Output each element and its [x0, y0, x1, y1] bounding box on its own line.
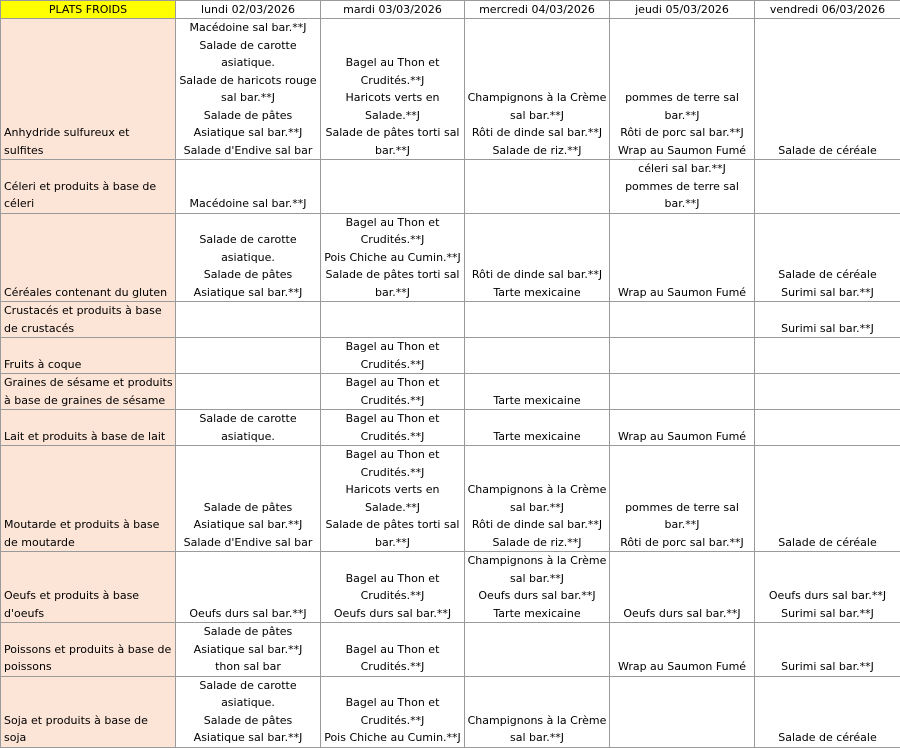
dish-line: Surimi sal bar.**J — [757, 658, 898, 676]
dish-line: Oeufs durs sal bar.**J — [612, 605, 752, 623]
allergen-row — [1, 374, 900, 410]
allergen-label-line: Fruits à coque — [4, 356, 173, 374]
day-header: jeudi 05/03/2026 — [610, 1, 755, 19]
dish-line: sal bar.**J — [467, 570, 607, 588]
dish-cell — [755, 374, 900, 410]
dish-cell — [176, 676, 321, 747]
dish-line: Salade de pâtes — [178, 107, 318, 125]
allergen-cell — [1, 410, 176, 446]
allergen-row — [1, 213, 900, 302]
dish-cell — [465, 160, 610, 214]
header-row — [1, 1, 900, 19]
dish-cell — [465, 213, 610, 302]
dish-cell — [755, 160, 900, 214]
dish-cell — [176, 410, 321, 446]
dish-line: Surimi sal bar.**J — [757, 605, 898, 623]
dish-line: Salade de riz.**J — [467, 534, 607, 552]
table-body — [1, 19, 900, 748]
dish-line: Tarte mexicaine — [467, 428, 607, 446]
allergen-label-line: Soja et produits à base de — [4, 712, 173, 730]
dish-cell — [465, 338, 610, 374]
allergen-row — [1, 623, 900, 677]
allergen-row — [1, 302, 900, 338]
dish-cell — [610, 302, 755, 338]
dish-line: Salade de pâtes — [178, 712, 318, 730]
day-header: mardi 03/03/2026 — [321, 1, 465, 19]
allergen-cell — [1, 623, 176, 677]
dish-line: Surimi sal bar.**J — [757, 320, 898, 338]
dish-cell — [321, 213, 465, 302]
dish-line: Crudités.**J — [323, 392, 462, 410]
dish-line: Salade de carotte — [178, 37, 318, 55]
dish-cell — [755, 302, 900, 338]
dish-cell — [321, 160, 465, 214]
allergen-cell — [1, 19, 176, 160]
dish-cell — [755, 338, 900, 374]
allergen-cell — [1, 676, 176, 747]
dish-cell — [321, 410, 465, 446]
dish-line: Salade de pâtes — [178, 266, 318, 284]
allergen-label-line: Graines de sésame et produits — [4, 374, 173, 392]
allergen-label-line: d'oeufs — [4, 605, 173, 623]
dish-line: Bagel au Thon et — [323, 641, 462, 659]
dish-cell — [321, 338, 465, 374]
dish-line: Salade de carotte — [178, 410, 318, 428]
dish-line: Tarte mexicaine — [467, 284, 607, 302]
dish-line: Asiatique sal bar.**J — [178, 641, 318, 659]
dish-line: Rôti de dinde sal bar.**J — [467, 124, 607, 142]
dish-cell — [176, 19, 321, 160]
allergen-label-line: Anhydride sulfureux et — [4, 124, 173, 142]
dish-cell — [321, 19, 465, 160]
dish-line: bar.**J — [323, 284, 462, 302]
allergen-label-line: sulfites — [4, 142, 173, 160]
allergen-cell — [1, 302, 176, 338]
dish-cell — [755, 623, 900, 677]
dish-line: Salade de pâtes torti sal — [323, 124, 462, 142]
dish-cell — [465, 374, 610, 410]
dish-line: Wrap au Saumon Fumé — [612, 284, 752, 302]
allergen-row — [1, 338, 900, 374]
allergen-row — [1, 19, 900, 160]
dish-line: Salade de céréale — [757, 534, 898, 552]
dish-cell — [176, 213, 321, 302]
dish-cell — [465, 19, 610, 160]
dish-line: Salade de céréale — [757, 266, 898, 284]
dish-line: Asiatique sal bar.**J — [178, 124, 318, 142]
dish-line: Crudités.**J — [323, 72, 462, 90]
allergen-cell — [1, 338, 176, 374]
day-header: mercredi 04/03/2026 — [465, 1, 610, 19]
dish-line: Salade de haricots rouge — [178, 72, 318, 90]
allergen-label-line: poissons — [4, 658, 173, 676]
dish-line: céleri sal bar.**J — [612, 160, 752, 178]
dish-line: Rôti de porc sal bar.**J — [612, 124, 752, 142]
dish-line: Salade de céréale — [757, 142, 898, 160]
dish-line: asiatique. — [178, 54, 318, 72]
dish-cell — [176, 160, 321, 214]
allergen-label-line: Crustacés et produits à base — [4, 302, 173, 320]
dish-line: Salade de carotte — [178, 677, 318, 695]
dish-line: Champignons à la Crème — [467, 552, 607, 570]
dish-cell — [755, 213, 900, 302]
allergen-row — [1, 676, 900, 747]
dish-line: Crudités.**J — [323, 428, 462, 446]
dish-line: sal bar.**J — [467, 499, 607, 517]
dish-line: Salade.**J — [323, 107, 462, 125]
dish-cell — [321, 623, 465, 677]
dish-cell — [755, 446, 900, 552]
allergen-label-line: Céréales contenant du gluten — [4, 284, 173, 302]
day-header: lundi 02/03/2026 — [176, 1, 321, 19]
dish-cell — [610, 19, 755, 160]
dish-line: Champignons à la Crème — [467, 481, 607, 499]
dish-line: Crudités.**J — [323, 231, 462, 249]
dish-line: Rôti de porc sal bar.**J — [612, 534, 752, 552]
dish-line: Wrap au Saumon Fumé — [612, 142, 752, 160]
dish-line: Asiatique sal bar.**J — [178, 284, 318, 302]
dish-line: bar.**J — [612, 107, 752, 125]
allergen-label-line: Céleri et produits à base de — [4, 178, 173, 196]
dish-line: sal bar.**J — [467, 729, 607, 747]
dish-line: Haricots verts en — [323, 481, 462, 499]
allergen-label-line: soja — [4, 729, 173, 747]
dish-cell — [610, 446, 755, 552]
dish-cell — [755, 19, 900, 160]
dish-cell — [465, 446, 610, 552]
dish-line: Salade d'Endive sal bar — [178, 142, 318, 160]
allergen-label-line: de moutarde — [4, 534, 173, 552]
allergen-label-line: Oeufs et produits à base — [4, 587, 173, 605]
dish-line: Salade d'Endive sal bar — [178, 534, 318, 552]
dish-cell — [610, 410, 755, 446]
allergen-label-line: Poissons et produits à base de — [4, 641, 173, 659]
dish-line: Bagel au Thon et — [323, 54, 462, 72]
day-header: vendredi 06/03/2026 — [755, 1, 900, 19]
dish-cell — [610, 623, 755, 677]
dish-line: Oeufs durs sal bar.**J — [323, 605, 462, 623]
allergen-row — [1, 410, 900, 446]
dish-line: Macédoine sal bar.**J — [178, 19, 318, 37]
dish-cell — [176, 302, 321, 338]
dish-line: Crudités.**J — [323, 356, 462, 374]
allergen-label-line: de crustacés — [4, 320, 173, 338]
dish-line: Bagel au Thon et — [323, 570, 462, 588]
dish-line: Champignons à la Crème — [467, 712, 607, 730]
dish-line: Crudités.**J — [323, 712, 462, 730]
allergen-row — [1, 552, 900, 623]
dish-line: Bagel au Thon et — [323, 694, 462, 712]
dish-line: Bagel au Thon et — [323, 214, 462, 232]
dish-cell — [176, 623, 321, 677]
allergen-label-line: Lait et produits à base de lait — [4, 428, 173, 446]
dish-cell — [465, 676, 610, 747]
dish-line: Salade.**J — [323, 499, 462, 517]
dish-line: Salade de pâtes — [178, 499, 318, 517]
dish-line: Asiatique sal bar.**J — [178, 729, 318, 747]
dish-line: Macédoine sal bar.**J — [178, 195, 318, 213]
dish-line: Oeufs durs sal bar.**J — [757, 587, 898, 605]
dish-line: bar.**J — [323, 534, 462, 552]
allergen-cell — [1, 446, 176, 552]
allergen-row — [1, 160, 900, 214]
dish-cell — [465, 623, 610, 677]
allergen-cell — [1, 160, 176, 214]
dish-cell — [610, 213, 755, 302]
dish-line: Tarte mexicaine — [467, 605, 607, 623]
dish-line: Crudités.**J — [323, 587, 462, 605]
dish-cell — [176, 374, 321, 410]
dish-line: thon sal bar — [178, 658, 318, 676]
dish-cell — [610, 552, 755, 623]
dish-cell — [610, 160, 755, 214]
dish-line: Bagel au Thon et — [323, 374, 462, 392]
dish-line: Haricots verts en — [323, 89, 462, 107]
dish-line: asiatique. — [178, 428, 318, 446]
dish-line: pommes de terre sal — [612, 89, 752, 107]
dish-line: bar.**J — [612, 195, 752, 213]
dish-line: pommes de terre sal — [612, 178, 752, 196]
dish-cell — [755, 410, 900, 446]
dish-cell — [465, 410, 610, 446]
dish-cell — [610, 374, 755, 410]
dish-line: Rôti de dinde sal bar.**J — [467, 516, 607, 534]
dish-line: Champignons à la Crème — [467, 89, 607, 107]
dish-cell — [321, 552, 465, 623]
dish-line: Salade de céréale — [757, 729, 898, 747]
dish-line: Salade de pâtes — [178, 623, 318, 641]
allergen-label-line: à base de graines de sésame — [4, 392, 173, 410]
dish-line: bar.**J — [323, 142, 462, 160]
dish-line: Salade de pâtes torti sal — [323, 516, 462, 534]
dish-cell — [321, 676, 465, 747]
category-header: PLATS FROIDS — [1, 1, 176, 19]
dish-line: Rôti de dinde sal bar.**J — [467, 266, 607, 284]
dish-line: bar.**J — [612, 516, 752, 534]
dish-line: Salade de carotte — [178, 231, 318, 249]
dish-cell — [321, 446, 465, 552]
dish-line: Bagel au Thon et — [323, 338, 462, 356]
dish-cell — [176, 552, 321, 623]
dish-line: Salade de riz.**J — [467, 142, 607, 160]
dish-line: Surimi sal bar.**J — [757, 284, 898, 302]
dish-line: pommes de terre sal — [612, 499, 752, 517]
allergen-cell — [1, 213, 176, 302]
dish-line: Bagel au Thon et — [323, 446, 462, 464]
dish-cell — [610, 338, 755, 374]
dish-cell — [465, 552, 610, 623]
dish-line: Tarte mexicaine — [467, 392, 607, 410]
allergen-label-line: céleri — [4, 195, 173, 213]
dish-line: Oeufs durs sal bar.**J — [178, 605, 318, 623]
dish-line: asiatique. — [178, 249, 318, 267]
dish-line: Wrap au Saumon Fumé — [612, 428, 752, 446]
dish-line: asiatique. — [178, 694, 318, 712]
allergen-row — [1, 446, 900, 552]
dish-cell — [755, 676, 900, 747]
dish-cell — [755, 552, 900, 623]
dish-cell — [610, 676, 755, 747]
dish-cell — [176, 338, 321, 374]
dish-line: Salade de pâtes torti sal — [323, 266, 462, 284]
allergen-cell — [1, 374, 176, 410]
dish-line: Crudités.**J — [323, 658, 462, 676]
allergen-label-line: Moutarde et produits à base — [4, 516, 173, 534]
dish-line: Pois Chiche au Cumin.**J — [323, 729, 462, 747]
dish-line: Pois Chiche au Cumin.**J — [323, 249, 462, 267]
dish-cell — [176, 446, 321, 552]
dish-line: sal bar.**J — [467, 107, 607, 125]
allergen-cell — [1, 552, 176, 623]
dish-cell — [321, 374, 465, 410]
dish-cell — [465, 302, 610, 338]
dish-cell — [321, 302, 465, 338]
dish-line: Asiatique sal bar.**J — [178, 516, 318, 534]
dish-line: Crudités.**J — [323, 464, 462, 482]
dish-line: Wrap au Saumon Fumé — [612, 658, 752, 676]
dish-line: Bagel au Thon et — [323, 410, 462, 428]
dish-line: sal bar.**J — [178, 89, 318, 107]
dish-line: Oeufs durs sal bar.**J — [467, 587, 607, 605]
